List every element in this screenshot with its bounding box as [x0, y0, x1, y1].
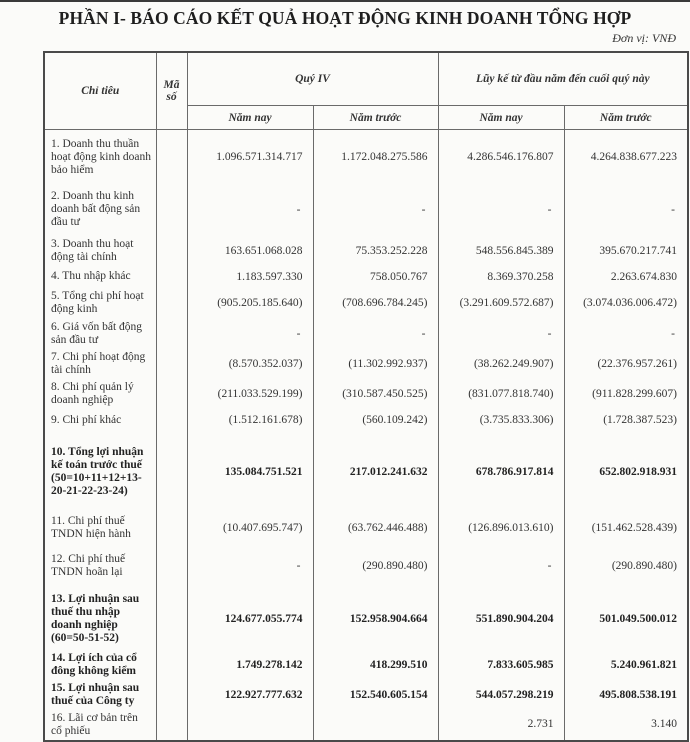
header-quarter-previous-year: Năm trước — [313, 106, 438, 130]
ytd-previous-year-value: 3.140 — [564, 710, 688, 741]
row-label: 15. Lợi nhuận sau thuế của Công ty — [44, 680, 156, 710]
quarter-previous-year-value: - — [313, 319, 438, 349]
row-label: 14. Lợi ích của cổ đông không kiểm — [44, 650, 156, 680]
quarter-current-year-value: (1.512.161.678) — [187, 409, 313, 432]
row-label: 1. Doanh thu thuần hoạt động kinh doanh bảo hiểm — [44, 130, 156, 185]
table-row — [44, 680, 688, 710]
ytd-previous-year-value: 501.049.500.012 — [564, 588, 688, 650]
currency-unit: Đơn vị: VNĐ — [612, 31, 676, 45]
row-label: 5. Tổng chi phí hoạt động kinh — [44, 287, 156, 319]
ytd-previous-year-value: - — [564, 319, 688, 349]
table-row — [44, 650, 688, 680]
header-ytd-previous-year: Năm trước — [564, 106, 688, 130]
quarter-previous-year-value: (11.302.992.937) — [313, 349, 438, 379]
quarter-current-year-value: - — [187, 185, 313, 235]
quarter-previous-year-value: 152.540.605.154 — [313, 680, 438, 710]
ytd-current-year-value: (126.896.013.610) — [438, 512, 564, 544]
row-code — [156, 379, 187, 409]
ytd-previous-year-value: (1.728.387.523) — [564, 409, 688, 432]
table-row — [44, 235, 688, 267]
ytd-current-year-value: 8.369.370.258 — [438, 267, 564, 287]
row-code — [156, 267, 187, 287]
header-quarter-group: Quý IV — [187, 52, 438, 106]
table-row — [44, 267, 688, 287]
quarter-current-year-value: - — [187, 544, 313, 588]
quarter-current-year-value: 124.677.055.774 — [187, 588, 313, 650]
ytd-current-year-value: - — [438, 185, 564, 235]
quarter-current-year-value: - — [187, 319, 313, 349]
ytd-previous-year-value: 395.670.217.741 — [564, 235, 688, 267]
quarter-current-year-value: (8.570.352.037) — [187, 349, 313, 379]
ytd-previous-year-value: - — [564, 185, 688, 235]
row-code — [156, 287, 187, 319]
row-label: 7. Chi phí hoạt động tài chính — [44, 349, 156, 379]
ytd-previous-year-value: 495.808.538.191 — [564, 680, 688, 710]
row-code — [156, 130, 187, 185]
row-code — [156, 185, 187, 235]
income-statement-table — [43, 51, 689, 742]
row-label: 3. Doanh thu hoạt động tài chính — [44, 235, 156, 267]
quarter-current-year-value: 1.183.597.330 — [187, 267, 313, 287]
row-label: 16. Lãi cơ bản trên cổ phiếu — [44, 710, 156, 741]
quarter-current-year-value: 163.651.068.028 — [187, 235, 313, 267]
row-label: 4. Thu nhập khác — [44, 267, 156, 287]
ytd-previous-year-value: (290.890.480) — [564, 544, 688, 588]
quarter-previous-year-value: (560.109.242) — [313, 409, 438, 432]
row-label: 10. Tổng lợi nhuận kế toán trước thuế (50=10+11+12+13-20-21-22-23-24) — [44, 432, 156, 512]
ytd-previous-year-value: (911.828.299.607) — [564, 379, 688, 409]
quarter-previous-year-value: 1.172.048.275.586 — [313, 130, 438, 185]
row-label: 6. Giá vốn bất động sản đầu tư — [44, 319, 156, 349]
top-rule — [0, 0, 690, 2]
row-label: 9. Chi phí khác — [44, 409, 156, 432]
table-row — [44, 544, 688, 588]
ytd-current-year-value: 4.286.546.176.807 — [438, 130, 564, 185]
ytd-previous-year-value: 2.263.674.830 — [564, 267, 688, 287]
quarter-current-year-value: 1.749.278.142 — [187, 650, 313, 680]
table-row — [44, 409, 688, 432]
row-label: 8. Chi phí quản lý doanh nghiệp — [44, 379, 156, 409]
quarter-current-year-value: 122.927.777.632 — [187, 680, 313, 710]
quarter-previous-year-value: (290.890.480) — [313, 544, 438, 588]
row-label: 2. Doanh thu kinh doanh bất động sản đầu tư — [44, 185, 156, 235]
quarter-previous-year-value: 75.353.252.228 — [313, 235, 438, 267]
table-row — [44, 588, 688, 650]
row-code — [156, 588, 187, 650]
table-row — [44, 185, 688, 235]
row-code — [156, 319, 187, 349]
ytd-current-year-value: 678.786.917.814 — [438, 432, 564, 512]
ytd-current-year-value: 548.556.845.389 — [438, 235, 564, 267]
quarter-previous-year-value: 217.012.241.632 — [313, 432, 438, 512]
ytd-current-year-value: (831.077.818.740) — [438, 379, 564, 409]
page-title: PHẦN I- BÁO CÁO KẾT QUẢ HOẠT ĐỘNG KINH DOANH TỔNG HỢP — [58, 8, 632, 28]
ytd-current-year-value: 544.057.298.219 — [438, 680, 564, 710]
table-row — [44, 512, 688, 544]
quarter-previous-year-value: (708.696.784.245) — [313, 287, 438, 319]
quarter-current-year-value: (10.407.695.747) — [187, 512, 313, 544]
quarter-previous-year-value: (310.587.450.525) — [313, 379, 438, 409]
header-ytd-group: Lũy kế từ đầu năm đến cuối quý này — [438, 52, 688, 106]
ytd-previous-year-value: (151.462.528.439) — [564, 512, 688, 544]
ytd-current-year-value: (38.262.249.907) — [438, 349, 564, 379]
table-row — [44, 130, 688, 185]
quarter-current-year-value: 135.084.751.521 — [187, 432, 313, 512]
row-code — [156, 680, 187, 710]
row-code — [156, 544, 187, 588]
quarter-previous-year-value: 152.958.904.664 — [313, 588, 438, 650]
quarter-previous-year-value: 418.299.510 — [313, 650, 438, 680]
ytd-current-year-value: - — [438, 544, 564, 588]
header-ma-so-label: Mã số — [163, 79, 180, 103]
table-row — [44, 379, 688, 409]
row-code — [156, 512, 187, 544]
quarter-current-year-value: (211.033.529.199) — [187, 379, 313, 409]
table-row — [44, 319, 688, 349]
ytd-previous-year-value: (22.376.957.261) — [564, 349, 688, 379]
ytd-current-year-value: (3.735.833.306) — [438, 409, 564, 432]
row-code — [156, 235, 187, 267]
table-row — [44, 287, 688, 319]
table-row — [44, 432, 688, 512]
ytd-previous-year-value: 4.264.838.677.223 — [564, 130, 688, 185]
row-code — [156, 349, 187, 379]
header-ma-so — [156, 52, 187, 130]
ytd-previous-year-value: (3.074.036.006.472) — [564, 287, 688, 319]
table-body — [44, 130, 688, 741]
quarter-previous-year-value: (63.762.446.488) — [313, 512, 438, 544]
ytd-current-year-value: (3.291.609.572.687) — [438, 287, 564, 319]
row-code — [156, 650, 187, 680]
ytd-previous-year-value: 5.240.961.821 — [564, 650, 688, 680]
table-row — [44, 349, 688, 379]
row-label: 13. Lợi nhuận sau thuế thu nhập doanh nghiệp (60=50-51-52) — [44, 588, 156, 650]
header-chi-tieu: Chỉ tiêu — [44, 52, 156, 130]
row-label: 12. Chi phí thuế TNDN hoãn lại — [44, 544, 156, 588]
ytd-current-year-value: 2.731 — [438, 710, 564, 741]
quarter-previous-year-value: 758.050.767 — [313, 267, 438, 287]
quarter-current-year-value: 1.096.571.314.717 — [187, 130, 313, 185]
ytd-current-year-value: 7.833.605.985 — [438, 650, 564, 680]
ytd-current-year-value: - — [438, 319, 564, 349]
header-ytd-current-year: Năm nay — [438, 106, 564, 130]
header-quarter-current-year: Năm nay — [187, 106, 313, 130]
ytd-current-year-value: 551.890.904.204 — [438, 588, 564, 650]
quarter-current-year-value: (905.205.185.640) — [187, 287, 313, 319]
row-code — [156, 432, 187, 512]
row-code — [156, 409, 187, 432]
row-label: 11. Chi phí thuế TNDN hiện hành — [44, 512, 156, 544]
ytd-previous-year-value: 652.802.918.931 — [564, 432, 688, 512]
quarter-previous-year-value: - — [313, 185, 438, 235]
